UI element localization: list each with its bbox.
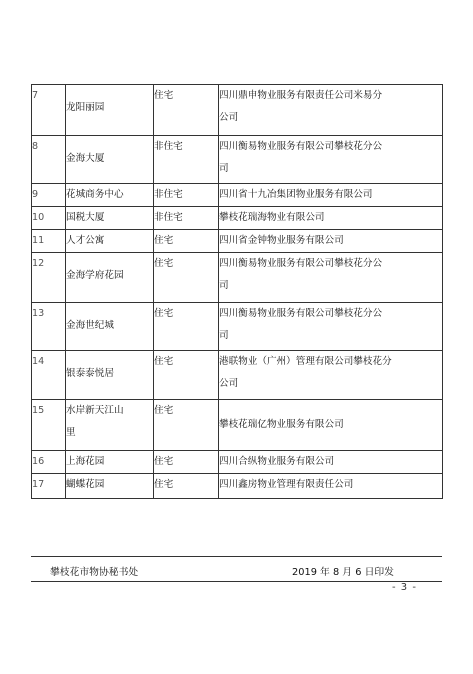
- row-number: 10: [32, 207, 66, 230]
- property-type: 住宅: [154, 85, 219, 136]
- property-type: 住宅: [154, 451, 219, 474]
- table-row: [32, 136, 443, 184]
- project-name: 国税大厦: [66, 207, 154, 230]
- page-number: - 3 -: [392, 582, 417, 593]
- property-type: 非住宅: [154, 184, 219, 207]
- table-row: [32, 400, 443, 451]
- management-company: 港联物业（广州）管理有限公司攀枝花分 公司: [219, 351, 443, 400]
- management-company: 四川鑫房物业管理有限责任公司: [219, 474, 443, 499]
- table-row: [32, 351, 443, 400]
- row-number: 7: [32, 85, 66, 136]
- property-type: 住宅: [154, 351, 219, 400]
- project-name: 金海学府花园: [66, 253, 154, 303]
- management-company: 攀枝花瑞亿物业服务有限公司: [219, 400, 443, 451]
- management-company: 攀枝花瑞海物业有限公司: [219, 207, 443, 230]
- management-company: 四川合纵物业服务有限公司: [219, 451, 443, 474]
- property-type: 非住宅: [154, 136, 219, 184]
- property-management-table: [31, 84, 443, 499]
- row-number: 17: [32, 474, 66, 499]
- row-number: 16: [32, 451, 66, 474]
- management-company: 四川衡易物业服务有限公司攀枝花分公 司: [219, 253, 443, 303]
- management-company: 四川省十九冶集团物业服务有限公司: [219, 184, 443, 207]
- project-name: 银泰泰悦居: [66, 351, 154, 400]
- row-number: 14: [32, 351, 66, 400]
- row-number: 12: [32, 253, 66, 303]
- footer-date: 2019 年 8 月 6 日印发: [292, 567, 394, 578]
- project-name: 蝴蝶花园: [66, 474, 154, 499]
- property-type: 非住宅: [154, 207, 219, 230]
- table-row: [32, 184, 443, 207]
- project-name: 龙阳丽园: [66, 85, 154, 136]
- project-name: 水岸新天江山 里: [66, 400, 154, 451]
- property-type: 住宅: [154, 474, 219, 499]
- project-name: 花城商务中心: [66, 184, 154, 207]
- footer-issuer: 攀枝花市物协秘书处: [50, 567, 139, 578]
- property-type: 住宅: [154, 400, 219, 451]
- table-row: [32, 85, 443, 136]
- table-row: [32, 207, 443, 230]
- property-type: 住宅: [154, 230, 219, 253]
- project-name: 金海大厦: [66, 136, 154, 184]
- management-company: 四川省金钟物业服务有限公司: [219, 230, 443, 253]
- row-number: 13: [32, 303, 66, 351]
- row-number: 11: [32, 230, 66, 253]
- row-number: 9: [32, 184, 66, 207]
- footer-top-rule: [31, 556, 442, 557]
- property-type: 住宅: [154, 303, 219, 351]
- footer-bottom-rule: [31, 581, 442, 582]
- property-type: 住宅: [154, 253, 219, 303]
- table-row: [32, 451, 443, 474]
- table-row: [32, 230, 443, 253]
- management-company: 四川衡易物业服务有限公司攀枝花分公 司: [219, 303, 443, 351]
- management-company: 四川鼎申物业服务有限责任公司米易分 公司: [219, 85, 443, 136]
- management-company: 四川衡易物业服务有限公司攀枝花分公 司: [219, 136, 443, 184]
- table-row: [32, 303, 443, 351]
- project-name: 人才公寓: [66, 230, 154, 253]
- table-row: [32, 474, 443, 499]
- row-number: 8: [32, 136, 66, 184]
- project-name: 上海花园: [66, 451, 154, 474]
- project-name: 金海世纪城: [66, 303, 154, 351]
- table-row: [32, 253, 443, 303]
- row-number: 15: [32, 400, 66, 451]
